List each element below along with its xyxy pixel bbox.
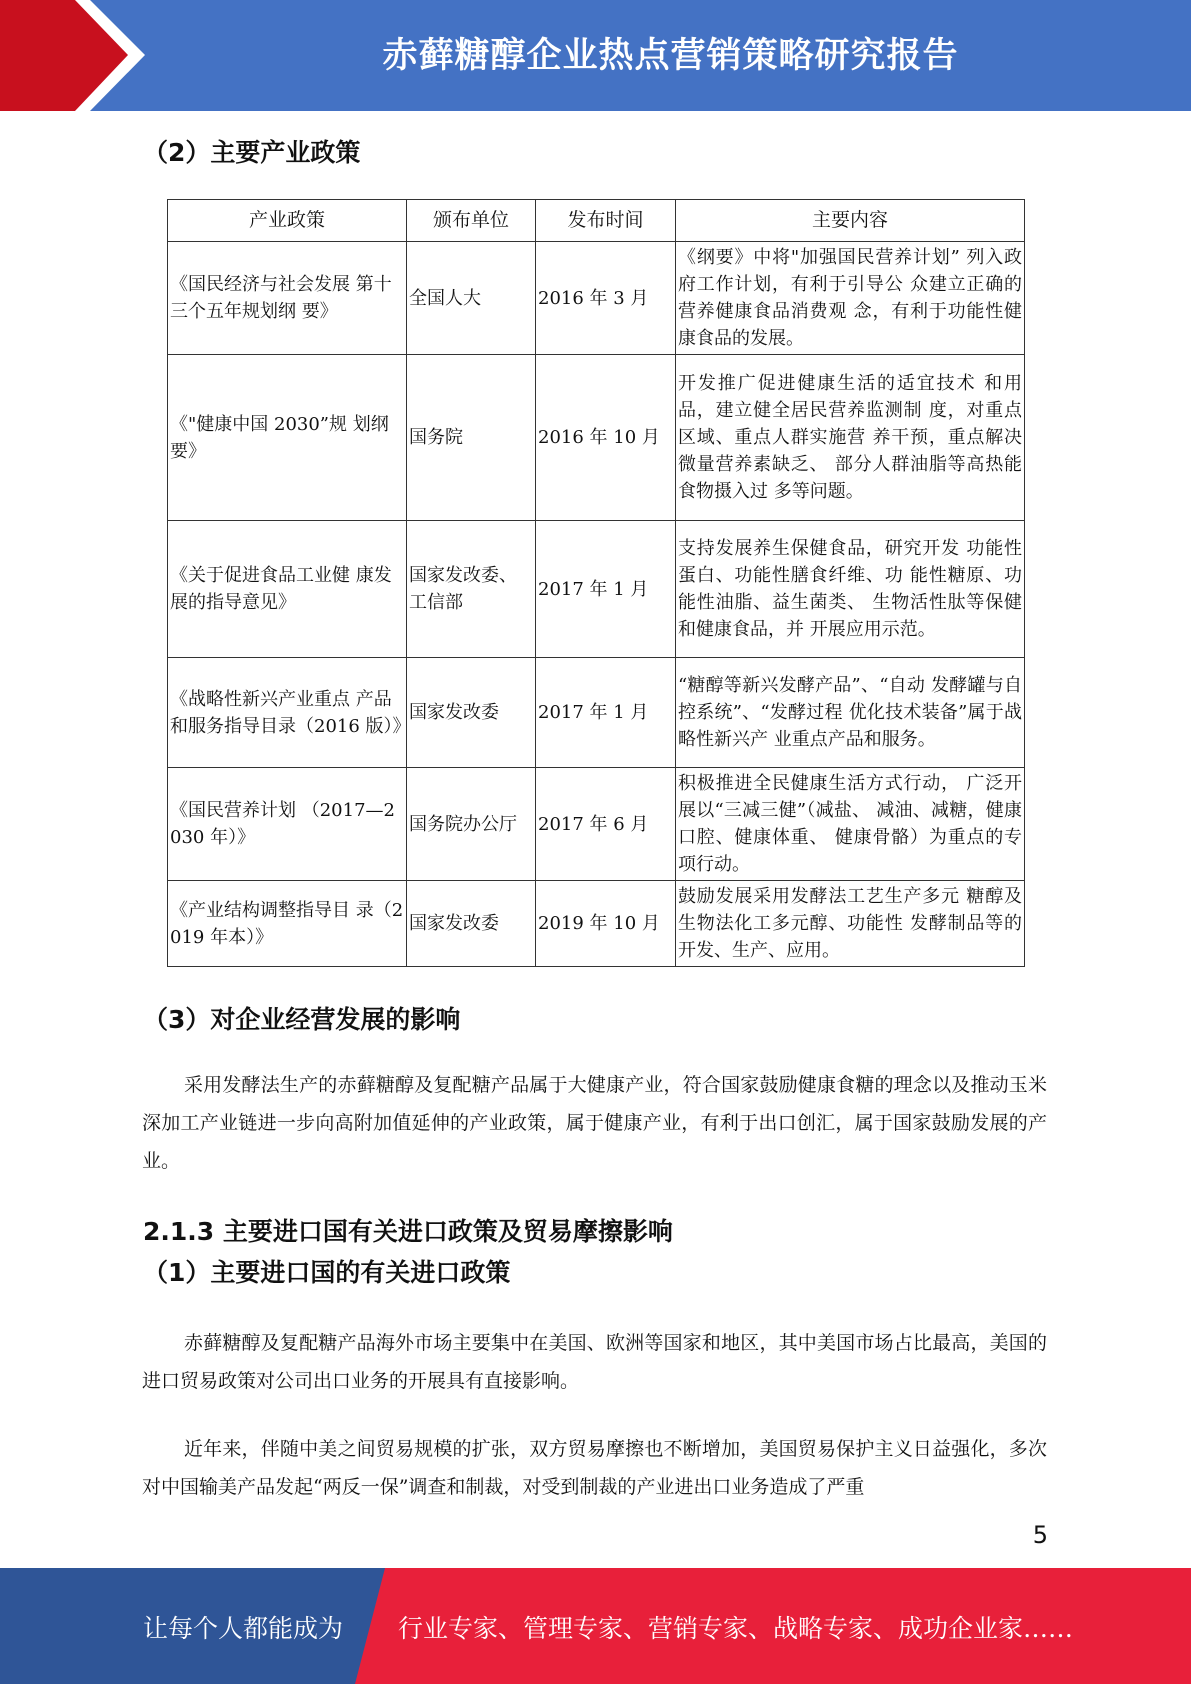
table-row xyxy=(168,521,1025,658)
table-row xyxy=(168,355,1025,521)
section-heading-industry-policy: （2）主要产业政策 xyxy=(143,138,361,167)
impact-paragraph: 采用发酵法生产的赤藓糖醇及复配糖产品属于大健康产业，符合国家鼓励健康食糖的理念以及推动玉米深加工产业链进一步向高附加值延伸的产业政策，属于健康产业，有利于出口创汇，属于国家鼓励发展的产业。 xyxy=(142,1074,1047,1172)
cell-date: 2016 年 3 月 xyxy=(536,242,676,355)
cell-issuer: 国务院办公厅 xyxy=(407,768,536,881)
cell-date: 2016 年 10 月 xyxy=(536,355,676,521)
cell-issuer: 国家发改委 xyxy=(407,658,536,768)
section-heading-2-1-3: 2.1.3 主要进口国有关进口政策及贸易摩擦影响 xyxy=(143,1217,673,1246)
cell-date: 2017 年 1 月 xyxy=(536,658,676,768)
cell-policy: 《国民营养计划 （2017—2030 年）》 xyxy=(168,768,407,881)
page-number: 5 xyxy=(1032,1521,1048,1549)
column-header-issuer: 颁布单位 xyxy=(407,200,536,242)
cell-content: 开发推广促进健康生活的适宜技术 和用品，建立健全居民营养监测制 度，对重点区域、重点人群实施营 养干预，重点解决微量营养素缺乏、 部分人群油脂等高热能食物摄入过 多等问题。 xyxy=(676,355,1025,521)
cell-issuer: 全国人大 xyxy=(407,242,536,355)
table-row xyxy=(168,658,1025,768)
page-header xyxy=(0,0,1191,111)
section-heading-import-policy: （1）主要进口国的有关进口政策 xyxy=(143,1258,511,1287)
cell-content: 积极推进全民健康生活方式行动， 广泛开展以“三减三健”（减盐、 减油、减糖，健康口腔、健康体重、 健康骨骼）为重点的专项行动。 xyxy=(676,768,1025,881)
table-row xyxy=(168,242,1025,355)
cell-date: 2017 年 6 月 xyxy=(536,768,676,881)
cell-content: 鼓励发展采用发酵法工艺生产多元 糖醇及生物法化工多元醇、功能性 发酵制品等的开发、生产、应用。 xyxy=(676,881,1025,967)
header-arrow-decoration xyxy=(0,0,170,111)
report-title: 赤藓糖醇企业热点营销策略研究报告 xyxy=(382,36,959,76)
column-header-content: 主要内容 xyxy=(676,200,1025,242)
cell-content: 支持发展养生保健食品，研究开发 功能性蛋白、功能性膳食纤维、功 能性糖原、功能性油脂、益生菌类、 生物活性肽等保健和健康食品，并 开展应用示范。 xyxy=(676,521,1025,658)
cell-policy: 《"健康中国 2030”规 划纲要》 xyxy=(168,355,407,521)
import-policy-paragraph-2: 近年来，伴随中美之间贸易规模的扩张，双方贸易摩擦也不断增加，美国贸易保护主义日益强化，多次对中国输美产品发起“两反一保”调查和制裁，对受到制裁的产业进出口业务造成了严重 xyxy=(142,1438,1047,1498)
column-header-policy: 产业政策 xyxy=(168,200,407,242)
table-row xyxy=(168,881,1025,967)
cell-issuer: 国家发改委、工信部 xyxy=(407,521,536,658)
import-policy-paragraph-1: 赤藓糖醇及复配糖产品海外市场主要集中在美国、欧洲等国家和地区，其中美国市场占比最高，美国的进口贸易政策对公司出口业务的开展具有直接影响。 xyxy=(142,1332,1047,1392)
cell-date: 2017 年 1 月 xyxy=(536,521,676,658)
footer-slogan-left: 让每个人都能成为 xyxy=(143,1614,344,1643)
page-footer xyxy=(0,1568,1191,1684)
cell-policy: 《国民经济与社会发展 第十三个五年规划纲 要》 xyxy=(168,242,407,355)
cell-policy: 《产业结构调整指导目 录（2019 年本）》 xyxy=(168,881,407,967)
table-header-row xyxy=(168,200,1025,242)
column-header-date: 发布时间 xyxy=(536,200,676,242)
cell-policy: 《关于促进食品工业健 康发展的指导意见》 xyxy=(168,521,407,658)
cell-policy: 《战略性新兴产业重点 产品和服务指导目录（2016 版）》 xyxy=(168,658,407,768)
policy-table xyxy=(167,199,1025,967)
footer-slogan-right: 行业专家、管理专家、营销专家、战略专家、成功企业家…… xyxy=(398,1614,1074,1643)
cell-issuer: 国家发改委 xyxy=(407,881,536,967)
cell-content: “糖醇等新兴发酵产品”、“自动 发酵罐与自控系统”、“发酵过程 优化技术装备”属于战略性新兴产 业重点产品和服务。 xyxy=(676,658,1025,768)
cell-date: 2019 年 10 月 xyxy=(536,881,676,967)
cell-content: 《纲要》中将"加强国民营养计划” 列入政府工作计划，有利于引导公 众建立正确的营养健康食品消费观 念，有利于功能性健康食品的发展。 xyxy=(676,242,1025,355)
cell-issuer: 国务院 xyxy=(407,355,536,521)
table-row xyxy=(168,768,1025,881)
section-heading-business-impact: （3）对企业经营发展的影响 xyxy=(143,1005,461,1034)
